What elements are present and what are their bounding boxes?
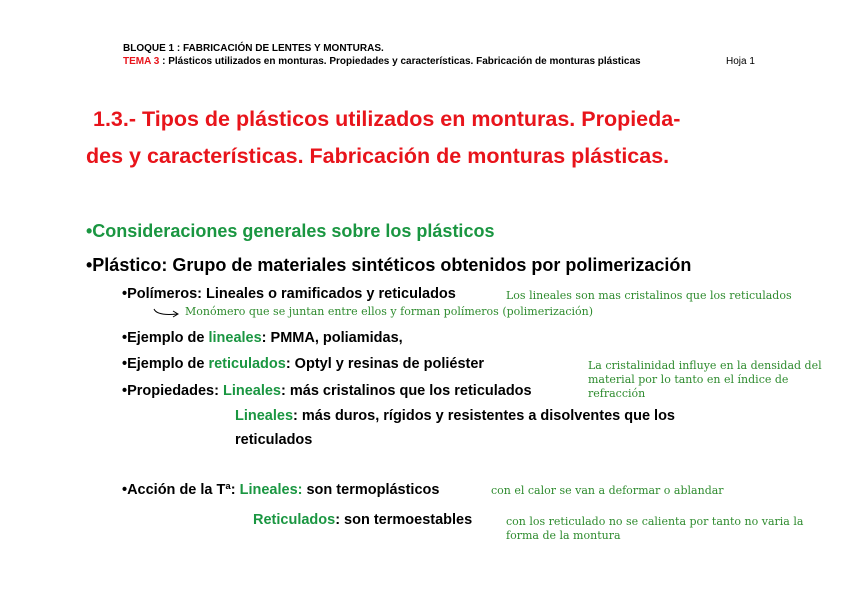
- note-lineales-cristalinos: Los lineales son mas cristalinos que los reticulados: [506, 289, 792, 302]
- keyword-lineales: Lineales: [235, 408, 294, 424]
- header-bloque: BLOQUE 1 : FABRICACIÓN DE LENTES Y MONTURAS.: [123, 43, 384, 54]
- curved-arrow-icon: [151, 305, 183, 319]
- keyword-lineales: Lineales: [222, 383, 281, 399]
- header-tema: [123, 56, 641, 67]
- propiedades-2-text: : más duros, rígidos y resistentes a disolventes que los: [293, 408, 675, 424]
- note-monomero: Monómero que se juntan entre ellos y forman polímeros (polimerización): [185, 305, 594, 318]
- note-reticulado-2: forma de la montura: [506, 529, 621, 542]
- item-propiedades-2-cont: reticulados: [235, 432, 313, 448]
- ejemplo-lineales-text: : PMMA, poliamidas,: [261, 330, 403, 346]
- page-title-line1: 1.3.- Tipos de plásticos utilizados en monturas. Propieda-: [93, 107, 681, 131]
- keyword-lineales: Lineales:: [239, 482, 303, 498]
- item-reticulados: [253, 512, 472, 528]
- item-propiedades: [122, 383, 532, 399]
- keyword-lineales: lineales: [208, 330, 262, 346]
- item-accion-temperatura: [122, 482, 439, 498]
- note-cristalinidad-3: refracción: [588, 387, 646, 400]
- bullet-plastico: •Plástico: Grupo de materiales sintéticos obtenidos por polimerización: [86, 255, 692, 275]
- keyword-reticulados: Reticulados: [253, 512, 336, 528]
- ejemplo-lineales-prefix: •Ejemplo de: [122, 330, 209, 346]
- accion-text: son termoplásticos: [302, 482, 440, 498]
- propiedades-prefix: •Propiedades:: [122, 383, 223, 399]
- propiedades-text: : más cristalinos que los reticulados: [281, 383, 532, 399]
- reticulados-text: : son termoestables: [335, 512, 473, 528]
- ejemplo-reticulados-text: : Optyl y resinas de poliéster: [285, 356, 485, 372]
- note-cristalinidad-2: material por lo tanto en el índice de: [588, 373, 789, 386]
- bullet-consideraciones: •Consideraciones generales sobre los plásticos: [86, 221, 495, 241]
- accion-prefix: •Acción de la Tª:: [122, 482, 240, 498]
- item-ejemplo-reticulados: [122, 356, 484, 372]
- sheet-number: Hoja 1: [726, 56, 755, 67]
- item-propiedades-2: [235, 408, 675, 424]
- item-polimeros: •Polímeros: Lineales o ramificados y reticulados: [122, 286, 456, 302]
- page-title-line2: des y características. Fabricación de monturas plásticas.: [86, 144, 670, 168]
- note-cristalinidad-1: La cristalinidad influye en la densidad del: [588, 359, 822, 372]
- note-calor: con el calor se van a deformar o ablandar: [491, 484, 724, 497]
- tema-text: : Plásticos utilizados en monturas. Propiedades y características. Fabricación de monturas plásticas: [159, 56, 641, 67]
- ejemplo-reticulados-prefix: •Ejemplo de: [122, 356, 209, 372]
- tema-label: TEMA 3: [123, 56, 160, 67]
- item-ejemplo-lineales: [122, 330, 403, 346]
- note-reticulado-1: con los reticulado no se calienta por tanto no varia la: [506, 515, 804, 528]
- keyword-reticulados: reticulados: [208, 356, 286, 372]
